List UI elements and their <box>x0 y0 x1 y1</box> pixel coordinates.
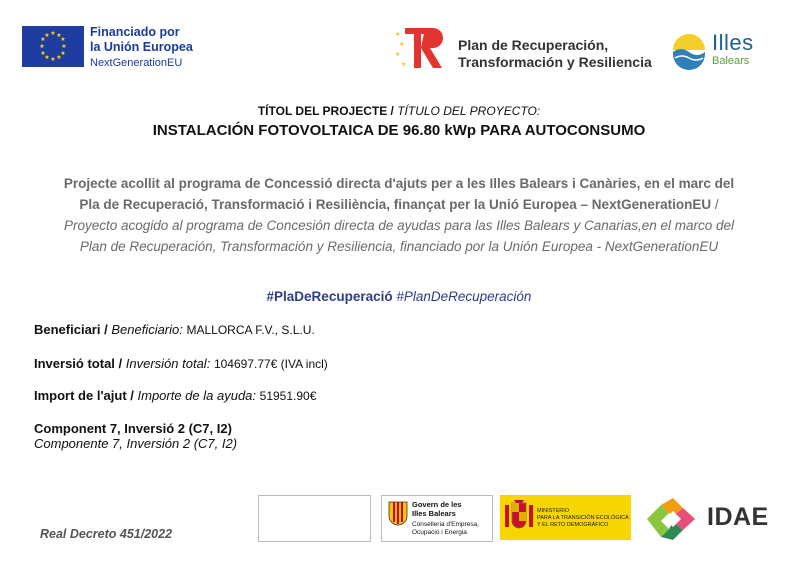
svg-text:★: ★ <box>40 37 46 43</box>
svg-text:★: ★ <box>395 52 401 58</box>
project-description: Projecte acollit al programa de Concessió directa d'ajuts per a les Illes Balears i Canàries, en el marc del Pla de Recuperació, Transformació i Resiliència, finançat per la Unió Europea – NextGenerationEU / Proyecto acogido al programa de Concesión directa de ayudas para las Illes Balears y Canarias,en el marco del Plan de Recuperación, Transformación y Resiliencia, financiado por la Unión Europea - NextGenerationEU <box>63 176 735 254</box>
illes-balears-subtitle: Balears <box>712 55 750 67</box>
beneficiary-value: MALLORCA F.V., S.L.U. <box>186 323 315 337</box>
svg-text:★: ★ <box>39 44 45 50</box>
eu-flag-logo <box>22 26 84 67</box>
govern-line1: Govern de les <box>412 500 462 509</box>
blank-logo-box <box>258 495 371 542</box>
ministerio-line2: PARA LA TRANSICIÓN ECOLÓGICA <box>537 515 629 521</box>
svg-text:★: ★ <box>56 55 62 61</box>
svg-text:★: ★ <box>40 51 46 57</box>
illes-balears-title: Illes <box>712 30 754 55</box>
project-title-label: TÍTOL DEL PROJECTE / TÍTULO DEL PROYECTO: <box>257 104 541 118</box>
ministerio-line1: MINISTERIO <box>537 508 570 514</box>
eu-nextgen-label: NextGenerationEU <box>90 57 183 69</box>
eu-financed-line1: Financiado por <box>90 25 180 39</box>
beneficiary-row: Beneficiari / Beneficiario: MALLORCA F.V., S.L.U. <box>34 322 315 337</box>
svg-text:★: ★ <box>60 37 66 43</box>
hashtag: #PlaDeRecuperació #PlanDeRecuperación <box>266 289 532 304</box>
grant-value: 51951.90€ <box>259 389 317 403</box>
spain-crest-icon <box>504 499 534 536</box>
project-name: INSTALACIÓN FOTOVOLTAICA DE 96.80 kWp PARA AUTOCONSUMO <box>152 122 646 139</box>
ministerio-line3: Y EL RETO DEMOGRÁFICO <box>537 522 609 528</box>
svg-text:★: ★ <box>401 62 407 68</box>
govern-line3: Conselleria d'Empresa, <box>412 521 479 528</box>
svg-text:★: ★ <box>395 32 401 38</box>
investment-row: Inversió total / Inversión total: 104697.77€ (IVA incl) <box>34 356 328 371</box>
svg-text:★: ★ <box>50 57 56 63</box>
component-ca: Component 7, Inversió 2 (C7, I2) <box>34 421 232 436</box>
svg-text:★: ★ <box>44 55 50 61</box>
svg-text:★: ★ <box>56 33 62 39</box>
prtr-logo <box>395 26 447 70</box>
investment-value: 104697.77€ (IVA incl) <box>213 357 328 371</box>
svg-text:★: ★ <box>60 51 66 57</box>
idae-logo-icon <box>643 496 703 542</box>
svg-text:★: ★ <box>50 31 56 37</box>
idae-wordmark: IDAE <box>707 503 769 531</box>
prtr-title-line2: Transformación y Resiliencia <box>458 54 652 70</box>
real-decreto-label: Real Decreto 451/2022 <box>40 527 173 541</box>
govern-line2: Illes Balears <box>412 509 456 518</box>
svg-text:★: ★ <box>399 42 405 48</box>
grant-row: Import de l'ajut / Importe de la ayuda: 51951.90€ <box>34 388 317 403</box>
prtr-title-line1: Plan de Recuperación, <box>458 37 609 53</box>
svg-text:★: ★ <box>44 33 50 39</box>
illes-balears-logo <box>669 30 709 70</box>
govern-line4: Ocupació i Energia <box>412 529 467 536</box>
eu-financed-line2: la Unión Europea <box>90 40 193 54</box>
svg-text:★: ★ <box>61 44 67 50</box>
component-es: Componente 7, Inversión 2 (C7, I2) <box>34 436 238 451</box>
govern-shield-icon <box>388 501 408 527</box>
